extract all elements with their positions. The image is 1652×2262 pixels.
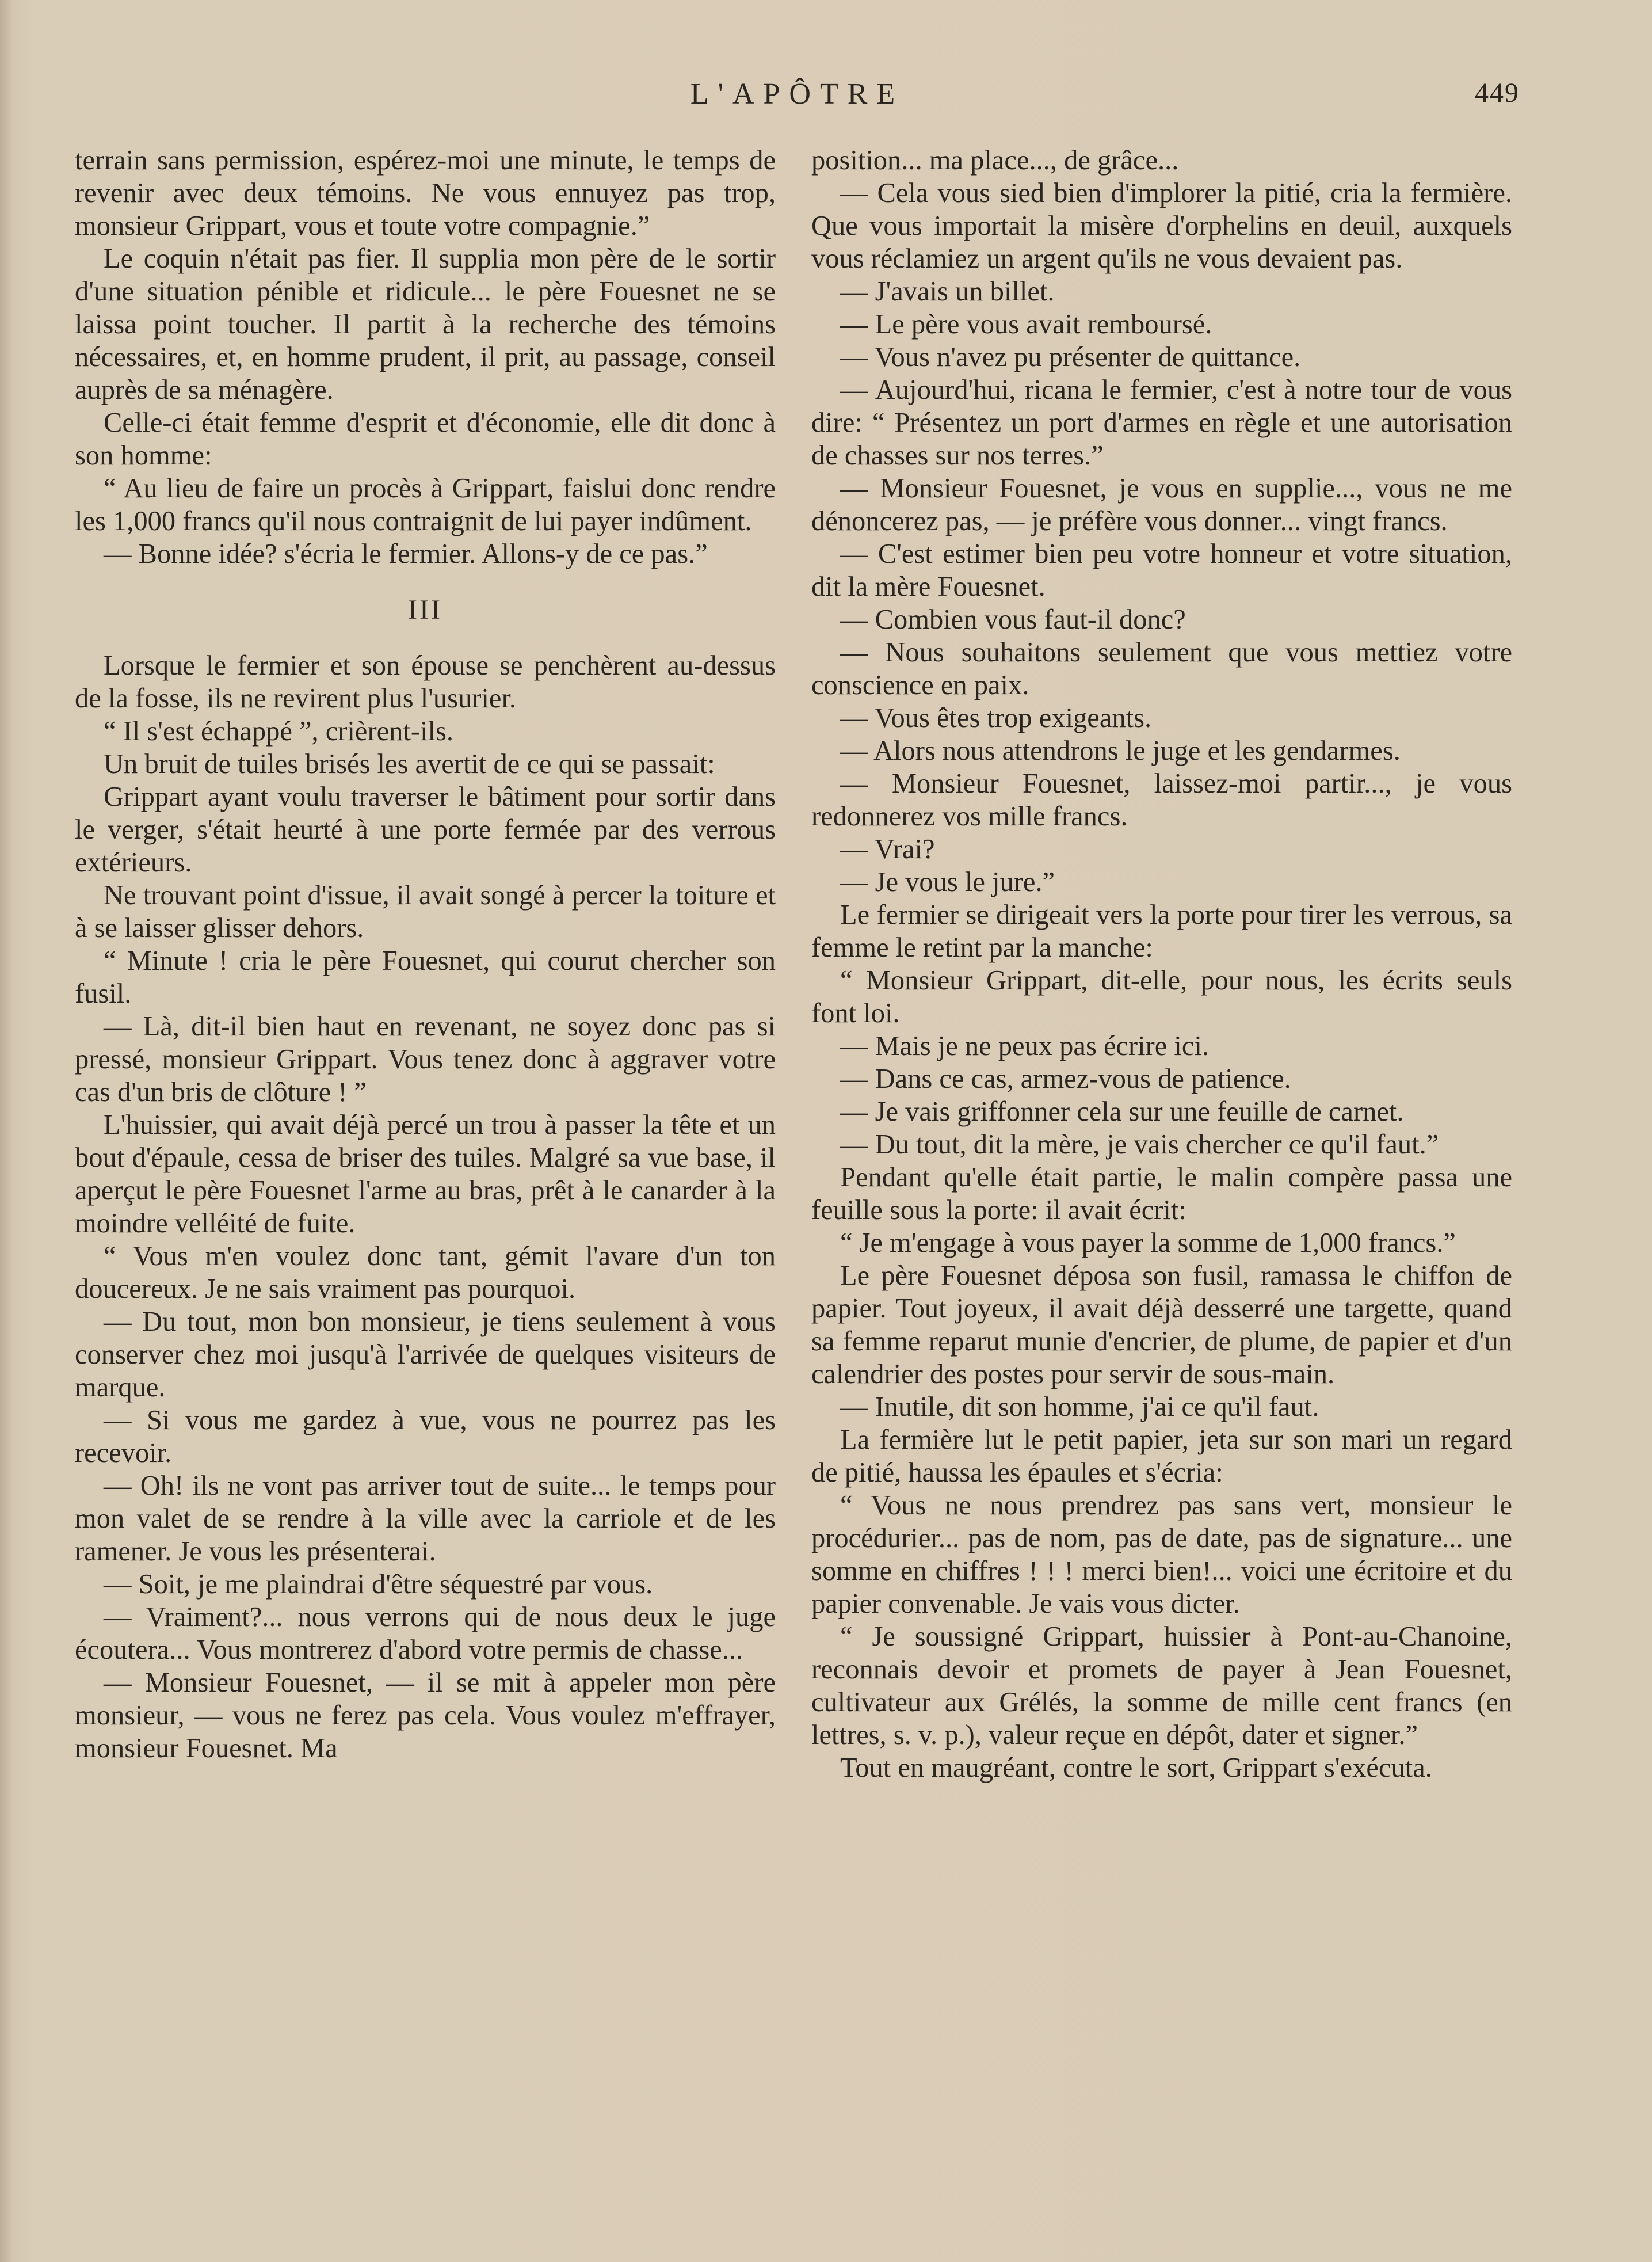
paragraph: — Du tout, dit la mère, je vais chercher ce qu'il faut.” — [840, 1129, 1439, 1160]
paragraph: Grippart ayant voulu traverser le bâtiment pour sortir dans le verger, s'était heurté à une porte fermée par des verrous extérieurs. — [75, 782, 776, 878]
paragraph: — Inutile, dit son homme, j'ai ce qu'il faut. — [840, 1392, 1319, 1422]
paragraph: — Combien vous faut-il donc? — [840, 604, 1186, 635]
paragraph: — Si vous me gardez à vue, vous ne pourrez pas les recevoir. — [75, 1405, 776, 1468]
paragraph: — Vous êtes trop exigeants. — [840, 703, 1152, 733]
paragraph: — Je vous le jure.” — [840, 867, 1055, 897]
right-column — [811, 144, 1512, 1784]
paragraph: — J'avais un billet. — [840, 276, 1055, 307]
paragraph: Un bruit de tuiles brisés les avertit de ce qui se passait: — [104, 749, 715, 779]
paragraph: — Monsieur Fouesnet, — il se mit à appeler mon père monsieur, — vous ne ferez pas cela. Vous voulez m'effrayer, monsieur Fouesnet. Ma — [75, 1667, 776, 1764]
paragraph: — Nous souhaitons seulement que vous mettiez votre conscience en paix. — [811, 637, 1512, 700]
paragraph: Le coquin n'était pas fier. Il supplia mon père de le sortir d'une situation pénible et ridicule... le père Fouesnet ne se laissa point toucher. Il partit à la recherche des témoins nécessaires, et, en homme prudent, il prit, au passage, conseil auprès de sa ménagère. — [75, 243, 776, 405]
page-number: 449 — [1475, 78, 1520, 108]
paragraph: “ Monsieur Grippart, dit-elle, pour nous, les écrits seuls font loi. — [811, 965, 1512, 1029]
paragraph: “ Je soussigné Grippart, huissier à Pont-au-Chanoine, reconnais devoir et promets de payer à Jean Fouesnet, cultivateur aux Grélés, la somme de mille cent francs (en lettres, s. v. p.), valeur reçue en dépôt, dater et signer.” — [811, 1621, 1512, 1750]
section-heading: III — [408, 595, 442, 625]
paragraph: — Aujourd'hui, ricana le fermier, c'est à notre tour de vous dire: “ Présentez un port d'armes en règle et une autorisation de chasses sur nos terres.” — [811, 375, 1512, 471]
paragraph: — Vous n'avez pu présenter de quittance. — [840, 342, 1301, 372]
paragraph: Le fermier se dirigeait vers la porte pour tirer les verrous, sa femme le retint par la manche: — [811, 900, 1512, 963]
paragraph: Celle-ci était femme d'esprit et d'économie, elle dit donc à son homme: — [75, 408, 776, 471]
paragraph: — Le père vous avait remboursé. — [840, 309, 1212, 340]
paragraph: “ Vous m'en voulez donc tant, gémit l'avare d'un ton doucereux. Je ne sais vraiment pas pourquoi. — [75, 1241, 776, 1304]
paragraph: “ Il s'est échappé ”, crièrent-ils. — [104, 716, 453, 747]
paragraph: — Du tout, mon bon monsieur, je tiens seulement à vous conserver chez moi jusqu'à l'arrivée de quelques visiteurs de marque. — [75, 1307, 776, 1403]
paragraph: “ Vous ne nous prendrez pas sans vert, monsieur le procédurier... pas de nom, pas de date, pas de signature... une somme en chiffres ! ! ! merci bien!... voici une écritoire et du papier convenable. Je vais vous dicter. — [811, 1490, 1512, 1619]
paragraph: position... ma place..., de grâce... — [811, 145, 1179, 176]
paragraph: Tout en maugréant, contre le sort, Grippart s'exécuta. — [840, 1753, 1432, 1783]
paragraph: L'huissier, qui avait déjà percé un trou à passer la tête et un bout d'épaule, cessa de briser des tuiles. Malgré sa vue base, il aperçut le père Fouesnet l'arme au bras, prêt à le canarder à la moindre velléité de fuite. — [75, 1110, 776, 1239]
paragraph: — Cela vous sied bien d'implorer la pitié, cria la fermière. Que vous importait la misère d'orphelins en deuil, auxquels vous réclamiez un argent qu'ils ne vous devaient pas. — [811, 178, 1512, 274]
paragraph: — C'est estimer bien peu votre honneur et votre situation, dit la mère Fouesnet. — [811, 539, 1512, 602]
paragraph: — Je vais griffonner cela sur une feuille de carnet. — [840, 1096, 1404, 1127]
paragraph: — Monsieur Fouesnet, laissez-moi partir..., je vous redonnerez vos mille francs. — [811, 768, 1512, 832]
paragraph: — Monsieur Fouesnet, je vous en supplie..., vous ne me dénoncerez pas, — je préfère vous donner... vingt francs. — [811, 473, 1512, 536]
paragraph: Pendant qu'elle était partie, le malin compère passa une feuille sous la porte: il avait écrit: — [811, 1162, 1512, 1225]
left-column — [75, 144, 776, 1765]
paragraph: — Bonne idée? s'écria le fermier. Allons-y de ce pas.” — [104, 539, 708, 569]
paragraph: — Alors nous attendrons le juge et les gendarmes. — [840, 736, 1401, 766]
paragraph: Le père Fouesnet déposa son fusil, ramassa le chiffon de papier. Tout joyeux, il avait déjà desserré une targette, quand sa femme reparut munie d'encrier, de plume, de papier et d'un calendrier des postes pour servir de sous-main. — [811, 1261, 1512, 1389]
paragraph: “ Au lieu de faire un procès à Grippart, faislui donc rendre les 1,000 francs qu'il nous contraignit de lui payer indûment. — [75, 473, 776, 536]
page-header — [75, 77, 1520, 117]
paragraph: — Oh! ils ne vont pas arriver tout de suite... le temps pour mon valet de se rendre à la ville avec la carriole et de les ramener. Je vous les présenterai. — [75, 1471, 776, 1567]
running-title: L'APÔTRE — [690, 78, 905, 111]
paragraph: terrain sans permission, espérez-moi une minute, le temps de revenir avec deux témoins. Ne vous ennuyez pas trop, monsieur Grippart, vous et toute votre compagnie.” — [75, 145, 776, 241]
paragraph: Ne trouvant point d'issue, il avait songé à percer la toiture et à se laisser glisser dehors. — [75, 880, 776, 943]
paragraph: — Là, dit-il bien haut en revenant, ne soyez donc pas si pressé, monsieur Grippart. Vous tenez donc à aggraver votre cas d'un bris de clôture ! ” — [75, 1011, 776, 1107]
paragraph: — Soit, je me plaindrai d'être séquestré par vous. — [104, 1569, 653, 1600]
paragraph: — Dans ce cas, armez-vous de patience. — [840, 1064, 1291, 1094]
paragraph: Lorsque le fermier et son épouse se penchèrent au-dessus de la fosse, ils ne revirent plus l'usurier. — [75, 650, 776, 714]
paragraph: La fermière lut le petit papier, jeta sur son mari un regard de pitié, haussa les épaules et s'écria: — [811, 1425, 1512, 1488]
paragraph: “ Je m'engage à vous payer la somme de 1,000 francs.” — [840, 1228, 1456, 1258]
paragraph: — Mais je ne peux pas écrire ici. — [840, 1031, 1210, 1061]
paragraph: — Vraiment?... nous verrons qui de nous deux le juge écoutera... Vous montrerez d'abord votre permis de chasse... — [75, 1602, 776, 1665]
paragraph: “ Minute ! cria le père Fouesnet, qui courut chercher son fusil. — [75, 946, 776, 1009]
paragraph: — Vrai? — [840, 834, 935, 865]
